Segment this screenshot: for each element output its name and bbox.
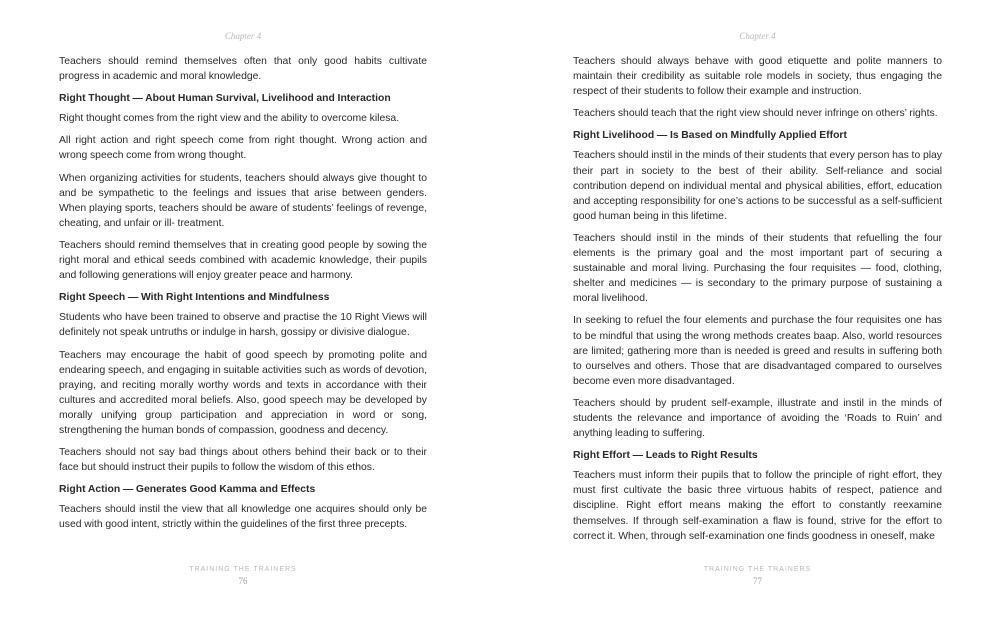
paragraph: Teachers should by prudent self-example, illustrate and instil in the minds of students the relevance and importance of avoiding the ‘Roads to Ruin’ and anything leading to suffering. bbox=[573, 397, 942, 440]
paragraph: All right action and right speech come from right thought. Wrong action and wrong speech come from wrong thought. bbox=[59, 135, 427, 162]
paragraph: Teachers may encourage the habit of good speech by promoting polite and endearing speech, and engaging in suitable activities such as words of devotion, praying, and reciting morally worthy words and texts in accordance with their cultures and accredited moral beliefs. Also, good speech may be developed by morally unifying group participation and appreciation in word or song, strengthening the human bonds of compassion, goodness and decency. bbox=[59, 349, 427, 436]
footer-book-title: TRAINING THE TRAINERS bbox=[703, 566, 812, 573]
paragraph: Right thought comes from the right view and the ability to overcome kilesa. bbox=[59, 113, 400, 125]
page-footer bbox=[59, 566, 427, 586]
paragraph: When organizing activities for students, teachers should always give thought to and be sympathetic to the feelings and issues that arise between genders. When playing sports, teachers should be aware of students’ feelings of revenge, cheating, and unfair or ill- treatment. bbox=[59, 172, 427, 229]
paragraph: Teachers should instil the view that all knowledge one acquires should only be used with good intent, strictly within the guidelines of the first three precepts. bbox=[59, 504, 427, 531]
paragraph: Teachers should instil in the minds of their students that refuelling the four elements is the primary goal and the most important part of securing a sustainable and moral living. Purchasing the four requisites — food, clothing, shelter and medicines — is secondary to the primary purpose of sustaining a moral livelihood. bbox=[573, 232, 942, 305]
paragraph: Teachers should teach that the right view should never infringe on others’ rights. bbox=[573, 108, 938, 120]
paragraph: In seeking to refuel the four elements and purchase the four requisites one has to be mindful that using the wrong methods creates baap. Also, world resources are limited; gathering more than is needed is greed and results in suffering both to ourselves and others. Those that are disadvantaged compared to ourselves become even more disadvantaged. bbox=[573, 315, 942, 387]
section-heading: Right Speech — With Right Intentions and Mindfulness bbox=[59, 292, 330, 304]
paragraph: Students who have been trained to observe and practise the 10 Right Views will definitely not speak untruths or indulge in harsh, gossipy or divisive dialogue. bbox=[59, 312, 427, 339]
section-heading: Right Livelihood — Is Based on Mindfully Applied Effort bbox=[573, 130, 847, 142]
section-heading: Right Action — Generates Good Kamma and Effects bbox=[59, 484, 316, 496]
section-heading: Right Effort — Leads to Right Results bbox=[573, 450, 758, 462]
footer-book-title: TRAINING THE TRAINERS bbox=[189, 566, 297, 573]
running-head: Chapter 4 bbox=[739, 31, 776, 41]
page-body bbox=[59, 54, 427, 540]
page-number: 76 bbox=[238, 576, 248, 586]
page-footer bbox=[573, 566, 942, 586]
running-head: Chapter 4 bbox=[224, 31, 262, 41]
right-page bbox=[573, 0, 942, 618]
paragraph: Teachers should not say bad things about others behind their back or to their face but should instruct their pupils to follow the wisdom of this ethos. bbox=[59, 447, 427, 474]
left-page bbox=[59, 0, 427, 618]
paragraph: Teachers should always behave with good etiquette and polite manners to maintain their credibility as suitable role models in society, thus engaging the respect of their students to follow their example and instruction. bbox=[573, 56, 942, 98]
paragraph: Teachers should remind themselves that in creating good people by sowing the right moral and ethical seeds combined with academic knowledge, their pupils and following generations will enjoy greater peace and harmony. bbox=[59, 239, 427, 282]
page-body bbox=[573, 54, 942, 551]
paragraph: Teachers should instil in the minds of their students that every person has to play their part in society to the best of their ability. Self-reliance and social contribution depend on individual mental and physical abilities, effort, education and accepting responsibility for one’s actions to be successful as a self-sufficient good human being in this lifetime. bbox=[573, 150, 942, 222]
paragraph: Teachers must inform their pupils that to follow the principle of right effort, they must first cultivate the basic three virtuous habits of respect, patience and discipline. Right effort means making the effort to constantly reexamine themselves. If through self-examination a flaw is found, strive for the effort to correct it. When, through self-examination one finds goodness in oneself, make bbox=[573, 470, 942, 542]
page-number: 77 bbox=[753, 576, 762, 586]
paragraph: Teachers should remind themselves often that only good habits cultivate progress in academic and moral knowledge. bbox=[59, 56, 427, 83]
section-heading: Right Thought — About Human Survival, Livelihood and Interaction bbox=[59, 93, 391, 105]
